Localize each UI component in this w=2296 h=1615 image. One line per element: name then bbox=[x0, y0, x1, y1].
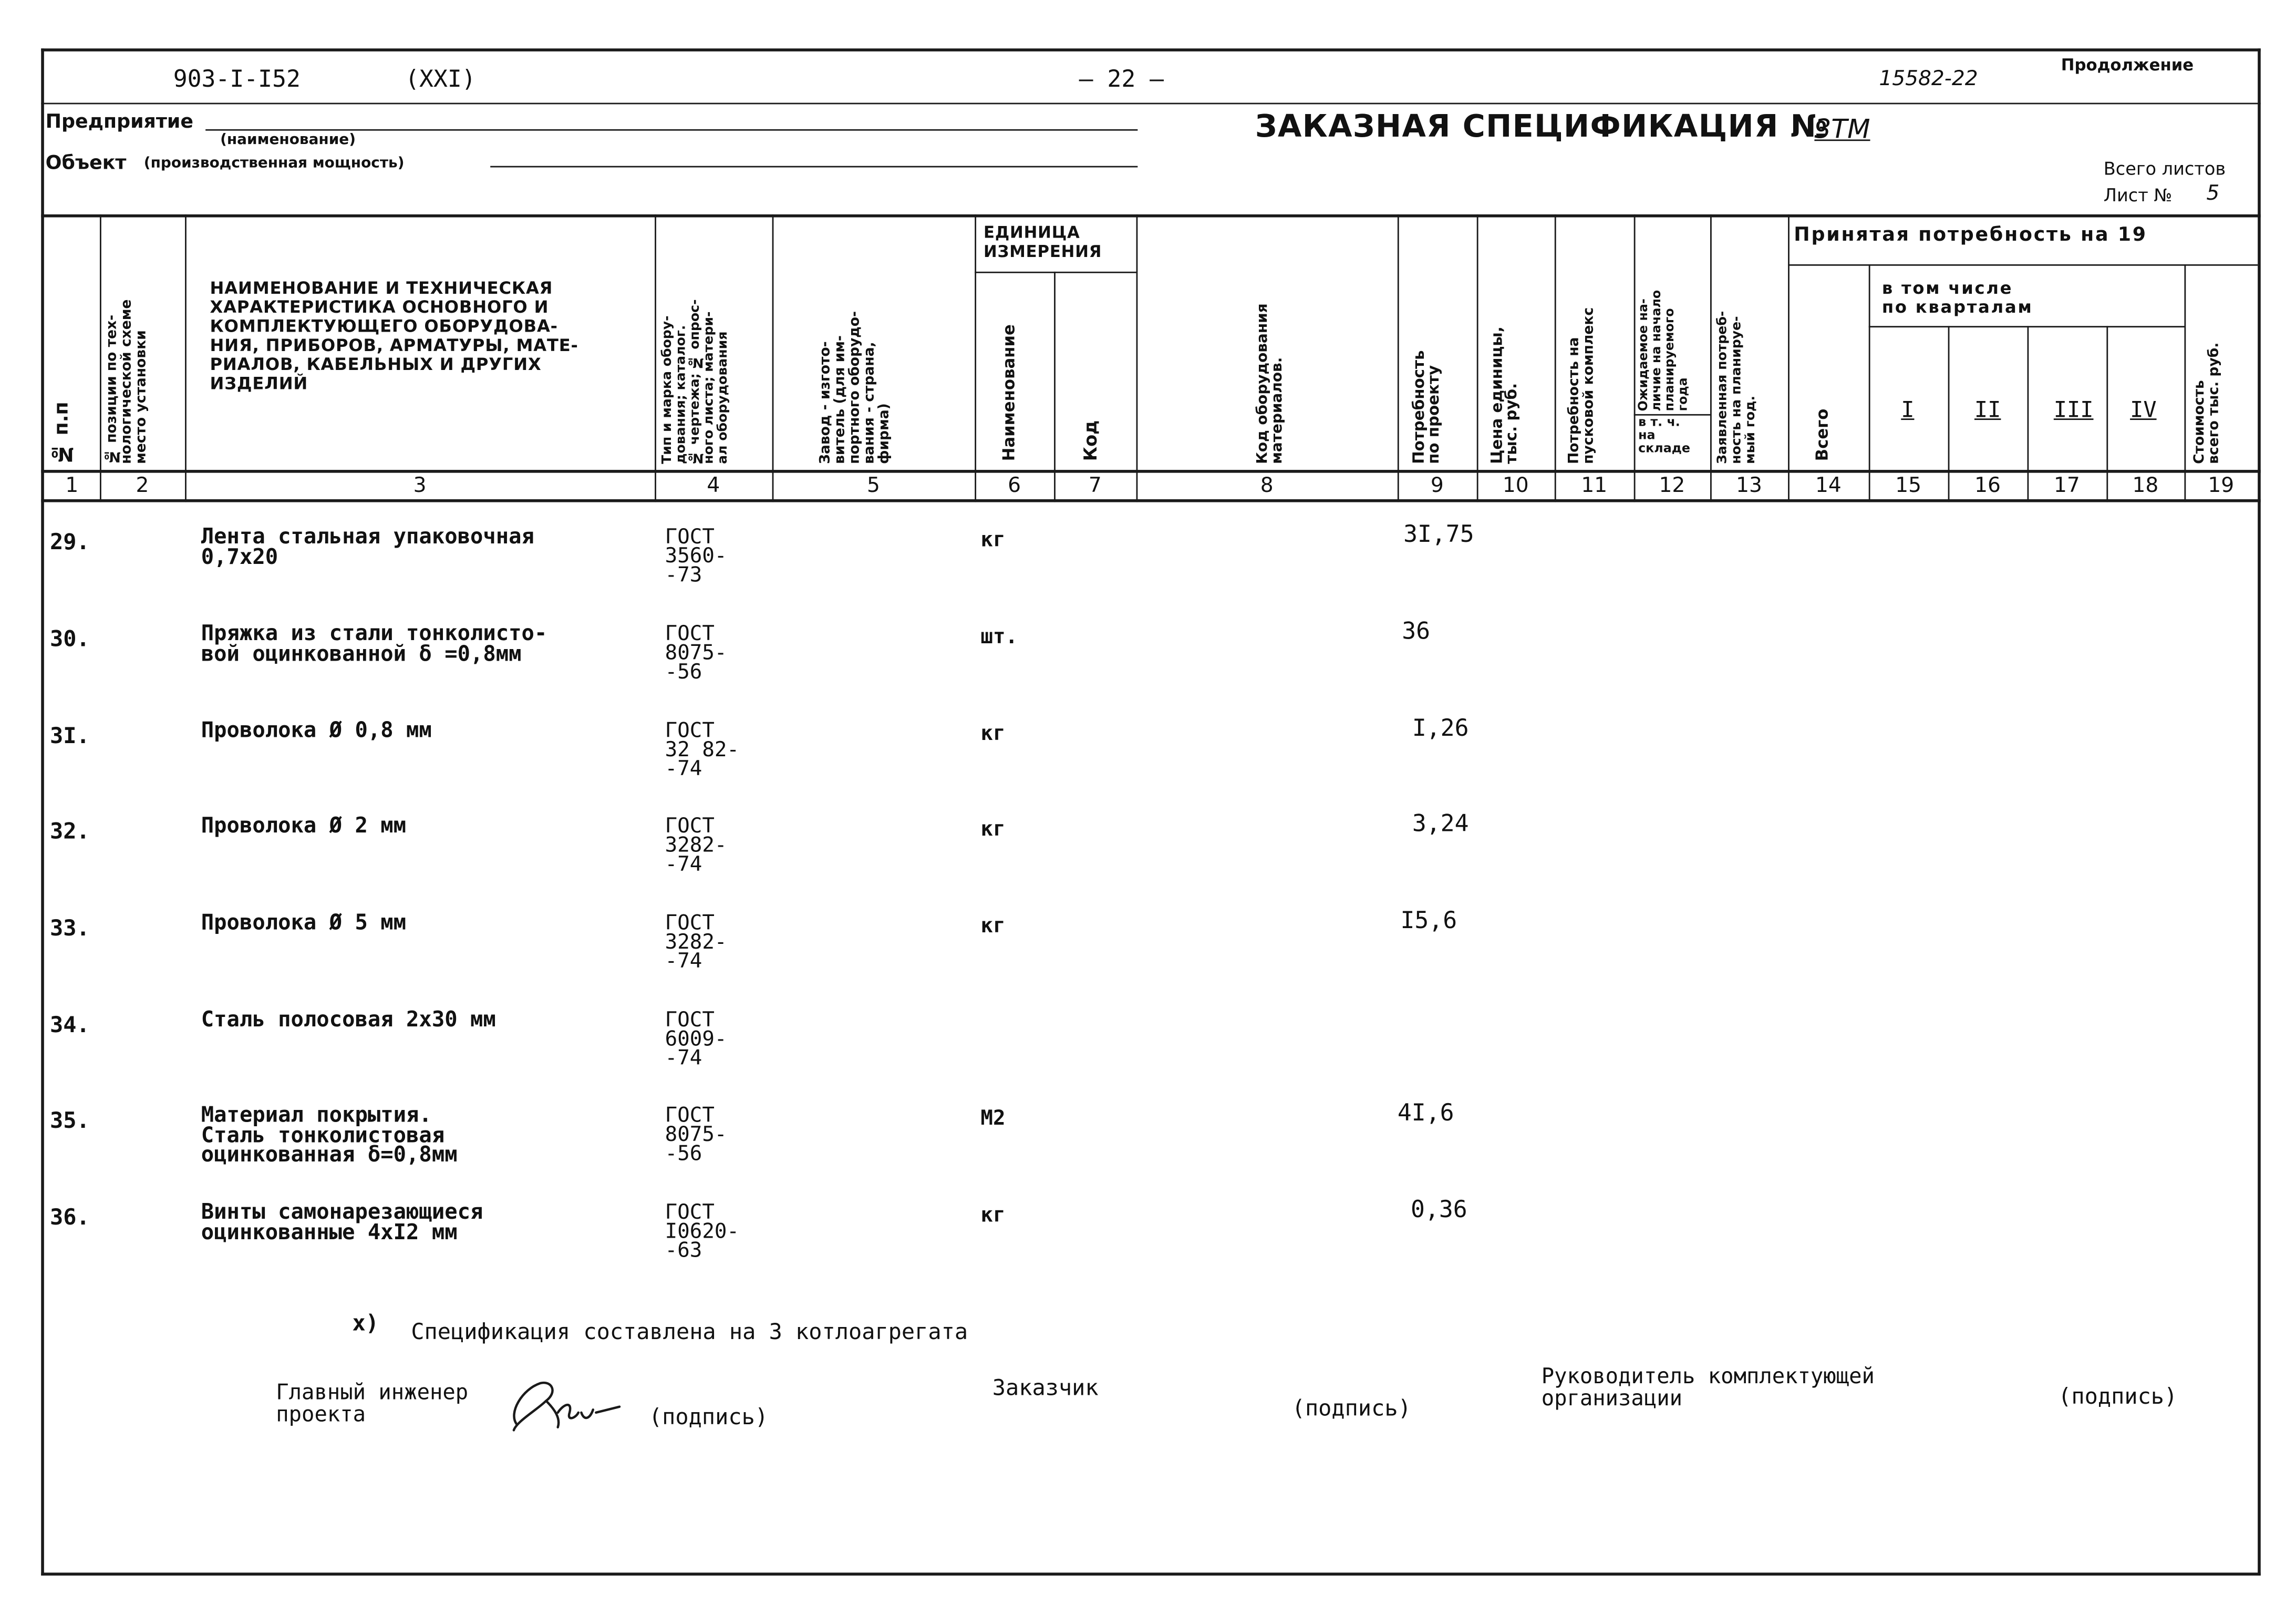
colnum-bottom-line bbox=[41, 499, 2261, 502]
col-header-9: Потребность по проекту bbox=[1411, 350, 1443, 464]
col-number: 15 bbox=[1895, 474, 1922, 498]
col-header-q1: I bbox=[1901, 396, 1915, 423]
row-number: 36. bbox=[49, 1204, 90, 1231]
sheet-no: 5 bbox=[2206, 182, 2220, 206]
col-number: 9 bbox=[1430, 474, 1444, 498]
item-quantity: 0,36 bbox=[1411, 1195, 1467, 1223]
col-number: 13 bbox=[1736, 474, 1762, 498]
head-org-label: Руководитель комплектующей организации bbox=[1541, 1365, 1875, 1412]
col-number: 8 bbox=[1260, 474, 1274, 498]
item-standard: ГОСТ 6009- -74 bbox=[665, 1009, 727, 1071]
col-number: 10 bbox=[1502, 474, 1529, 498]
col-number: 16 bbox=[1974, 474, 2001, 498]
col-number: 4 bbox=[707, 474, 720, 498]
item-name: Материал покрытия. Сталь тонколистовая оцинкованная δ=0,8мм bbox=[201, 1104, 458, 1168]
col-header-19: Стоимость всего тыс. руб. bbox=[2191, 342, 2223, 464]
signature-2-label: (подпись) bbox=[1291, 1395, 1411, 1422]
table-row bbox=[0, 809, 2261, 914]
item-standard: ГОСТ 8075- -56 bbox=[665, 622, 727, 685]
vline-6 bbox=[1054, 272, 1056, 502]
vline-9 bbox=[1477, 214, 1478, 502]
vline-13 bbox=[1788, 214, 1790, 502]
footnote-mark: х) bbox=[352, 1310, 379, 1336]
row-number: 33. bbox=[49, 914, 90, 941]
signature-3-label: (подпись) bbox=[2058, 1383, 2178, 1410]
table-row bbox=[0, 1009, 2261, 1108]
item-standard: ГОСТ 3282- -74 bbox=[665, 912, 727, 974]
col-header-8: Код оборудования материалов. bbox=[1255, 303, 1286, 464]
object-line bbox=[490, 166, 1137, 168]
col-number: 5 bbox=[866, 474, 880, 498]
item-unit: кг bbox=[980, 818, 1006, 841]
col-number: 3 bbox=[413, 474, 427, 498]
col-number: 6 bbox=[1008, 474, 1021, 498]
handwritten-signature bbox=[502, 1369, 623, 1439]
col-header-q3: III bbox=[2053, 396, 2094, 423]
sheet-no-label: Лист № bbox=[2103, 185, 2173, 206]
col-header-q4: IV bbox=[2130, 396, 2157, 423]
item-quantity: I,26 bbox=[1412, 713, 1469, 742]
object-label: Объект bbox=[45, 152, 127, 175]
item-name: Проволока Ø 5 мм bbox=[201, 912, 407, 935]
page-number: — 22 — bbox=[1079, 64, 1164, 93]
col-number: 18 bbox=[2132, 474, 2159, 498]
col-header-q2: II bbox=[1974, 396, 2001, 423]
vline-3 bbox=[655, 214, 656, 502]
customer-label: Заказчик bbox=[992, 1374, 1099, 1401]
item-name: Проволока Ø 0,8 мм bbox=[201, 719, 432, 743]
spec-number: 3ТМ bbox=[1814, 114, 1870, 146]
vline-2 bbox=[185, 214, 187, 502]
table-row bbox=[0, 616, 2261, 722]
total-sheets-label: Всего листов bbox=[2103, 158, 2226, 179]
col-number: 17 bbox=[2054, 474, 2080, 498]
item-name: Сталь полосовая 2х30 мм bbox=[201, 1009, 496, 1033]
table-row bbox=[0, 1098, 2261, 1204]
table-row bbox=[0, 906, 2261, 1012]
col-header-14: Всего bbox=[1813, 408, 1832, 461]
enterprise-sub: (наименование) bbox=[220, 132, 356, 149]
item-standard: ГОСТ 32 82- -74 bbox=[665, 719, 739, 781]
row-number: 34. bbox=[49, 1012, 90, 1038]
col-number: 19 bbox=[2208, 474, 2235, 498]
col-header-13: Заявленная потреб- ность на планируе- мый год. bbox=[1716, 311, 1759, 464]
table-top-line bbox=[41, 214, 2261, 218]
table-row bbox=[0, 520, 2261, 625]
col-number: 1 bbox=[65, 474, 79, 498]
col-header-12b: в т. ч. на складе bbox=[1638, 415, 1691, 457]
item-name: Проволока Ø 2 мм bbox=[201, 815, 407, 839]
item-unit: кг bbox=[980, 528, 1006, 552]
col-header-5: Завод - изгото- витель (для им- портного оборудо- вания - страна, фирма) bbox=[818, 311, 893, 464]
frame-bottom bbox=[41, 1572, 2261, 1576]
vline-4 bbox=[772, 214, 774, 502]
col-header-10: Цена единицы, тыс. руб. bbox=[1488, 326, 1521, 464]
col-header-6: Наименование bbox=[999, 324, 1019, 461]
accepted-subline bbox=[1788, 264, 2258, 266]
col-header-4: Тип и марка обору- дования; каталог. № чертежа; № опрос- ного листа; матери- ал оборудования bbox=[660, 299, 731, 464]
title-divider bbox=[41, 103, 2261, 105]
item-unit: М2 bbox=[980, 1107, 1006, 1131]
col-header-12: Ожидаемое на- личие на начало планируемого года bbox=[1637, 290, 1691, 412]
vline-7 bbox=[1136, 214, 1138, 502]
col-number: 12 bbox=[1659, 474, 1685, 498]
sheet-code: 15582-22 bbox=[1879, 67, 1978, 91]
row-number: 29. bbox=[49, 528, 90, 556]
enterprise-label: Предприятие bbox=[45, 111, 194, 134]
table-row bbox=[0, 1195, 2261, 1301]
item-name: Лента стальная упаковочная 0,7х20 bbox=[201, 526, 534, 569]
row-number: 3I. bbox=[49, 722, 90, 749]
row-number: 30. bbox=[49, 625, 90, 652]
item-quantity: 36 bbox=[1402, 616, 1431, 645]
frame-top bbox=[41, 48, 2261, 52]
vline-10 bbox=[1555, 214, 1556, 502]
item-quantity: 3,24 bbox=[1412, 809, 1469, 837]
object-sub: (производственная мощность) bbox=[143, 156, 405, 172]
col-header-3: НАИМЕНОВАНИЕ И ТЕХНИЧЕСКАЯ ХАРАКТЕРИСТИКА ОСНОВНОГО И КОМПЛЕКТУЮЩЕГО ОБОРУДОВА- НИЯ, ПРИБОРОВ, АРМАТУРЫ, МАТЕ- РИАЛОВ, КАБЕЛЬНЫХ И ДРУГИХ ИЗДЕЛИЙ bbox=[210, 277, 578, 394]
item-unit: кг bbox=[980, 1204, 1006, 1228]
col-header-2: № позиции по тех- нологической схеме место установки bbox=[104, 299, 150, 464]
row-number: 32. bbox=[49, 818, 90, 845]
quarters-header: в том числе по кварталам bbox=[1881, 277, 2033, 317]
table-row bbox=[0, 713, 2261, 819]
col-number: 14 bbox=[1815, 474, 1842, 498]
vline-5 bbox=[975, 214, 976, 502]
col-header-7: Код bbox=[1080, 420, 1101, 461]
item-quantity: 4I,6 bbox=[1397, 1098, 1454, 1126]
col-header-1: № п.п bbox=[51, 402, 74, 464]
doc-variant: (XXI) bbox=[405, 64, 476, 93]
chief-engineer-label: Главный инженер проекта bbox=[276, 1382, 469, 1427]
signature-1-label: (подпись) bbox=[648, 1404, 769, 1431]
unit-header: ЕДИНИЦА ИЗМЕРЕНИЯ bbox=[983, 223, 1102, 262]
vline-11 bbox=[1634, 214, 1636, 502]
accepted-header: Принятая потребность на 19 bbox=[1794, 224, 2147, 247]
col-number: 7 bbox=[1088, 474, 1102, 498]
continuation-label: Продолжение bbox=[2061, 56, 2194, 75]
vline-8 bbox=[1398, 214, 1399, 502]
item-name: Пряжка из стали тонколисто- вой оцинкованной δ =0,8мм bbox=[201, 622, 547, 666]
row-number: 35. bbox=[49, 1107, 90, 1134]
item-standard: ГОСТ 3282- -74 bbox=[665, 815, 727, 877]
item-quantity: 3I,75 bbox=[1403, 520, 1474, 548]
quarters-subline bbox=[1869, 326, 2185, 327]
enterprise-line bbox=[205, 129, 1137, 131]
item-name: Винты самонарезающиеся оцинкованные 4хI2 мм bbox=[201, 1201, 483, 1244]
item-quantity: I5,6 bbox=[1400, 906, 1457, 934]
spec-title: ЗАКАЗНАЯ СПЕЦИФИКАЦИЯ № bbox=[1255, 108, 1828, 144]
doc-code: 903-I-I52 bbox=[173, 64, 301, 93]
col-number: 2 bbox=[136, 474, 149, 498]
item-unit: кг bbox=[980, 722, 1006, 746]
item-unit: кг bbox=[980, 914, 1006, 939]
vline-1 bbox=[100, 214, 101, 502]
item-standard: ГОСТ 3560- -73 bbox=[665, 526, 727, 588]
col-number: 11 bbox=[1581, 474, 1608, 498]
item-unit: шт. bbox=[980, 625, 1018, 649]
item-standard: ГОСТ 8075- -56 bbox=[665, 1104, 727, 1166]
vline-18 bbox=[2184, 264, 2186, 502]
vline-12 bbox=[1710, 214, 1712, 502]
col-header-11: Потребность на пусковой комплекс bbox=[1566, 307, 1597, 464]
item-standard: ГОСТ I0620- -63 bbox=[665, 1201, 739, 1263]
footnote-text: Спецификация составлена на 3 котлоагрегата bbox=[411, 1319, 968, 1345]
vline-14 bbox=[1869, 264, 1870, 502]
